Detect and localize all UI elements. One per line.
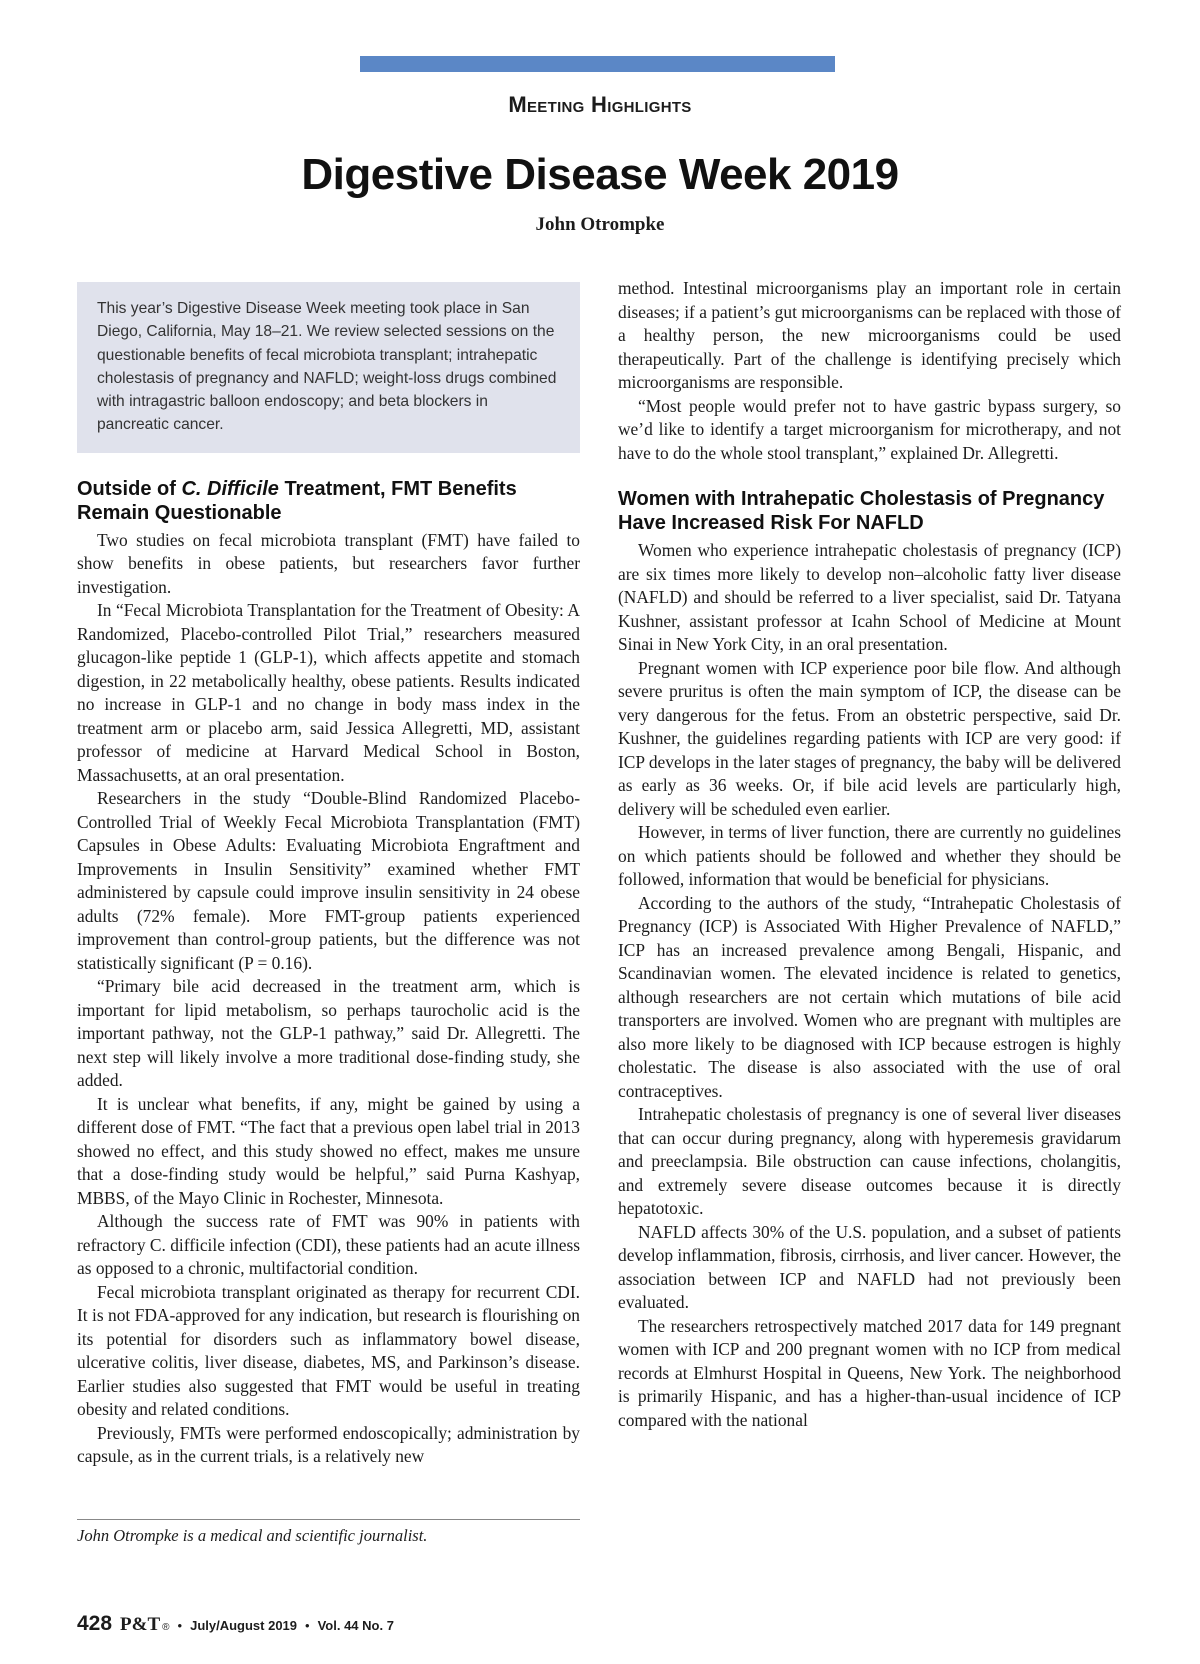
page-footer (77, 1612, 394, 1636)
section-label: Meeting Highlights (508, 92, 692, 117)
paragraph: Intrahepatic cholestasis of pregnancy is one of several liver diseases that can occur during pregnancy, along with hyperemesis gravidarum and preeclampsia. Bile obstruction can cause infections, cholangitis, and extremely severe disease outcomes because it is directly hepatotoxic. (618, 1104, 1121, 1218)
paragraph: Although the success rate of FMT was 90% in patients with refractory C. difficile infection (CDI), these patients had an acute illness as opposed to a chronic, multifactorial condition. (77, 1211, 580, 1279)
paragraph: Fecal microbiota transplant originated as therapy for recurrent CDI. It is not FDA-approved for any indication, but research is flourishing on its potential for disorders such as inflammatory bowel disease, ulcerative colitis, liver disease, diabetes, MS, and Parkinson’s disease. Earlier studies also suggested that FMT would be useful in treating obesity and related conditions. (77, 1281, 580, 1420)
paragraph: It is unclear what benefits, if any, might be gained by using a different dose of FMT. “The fact that a previous open label trial in 2013 showed no effect, and this study showed no effect, makes me unsure that a dose-finding study would be helpful,” said Purna Kashyap, MBBS, of the Mayo Clinic in Rochester, Minnesota. (77, 1093, 580, 1208)
paragraph: The researchers retrospectively matched 2017 data for 149 pregnant women with ICP and 200 pregnant women with no ICP from medical records at Elmhurst Hospital in Queens, New York. The neighborhood is primarily Hispanic, and has a higher-than-usual incidence of ICP compared with the national (618, 1315, 1121, 1430)
right-column (618, 277, 1121, 1432)
abstract-box: This year’s Digestive Disease Week meeting took place in San Diego, California, May 18–21. We review selected sessions on the questionable benefits of fecal microbiota transplant; intrahepatic cholestasis of pregnancy and NAFLD; weight-loss drugs combined with intragastric balloon endoscopy; and beta blockers in pancreatic cancer. (77, 282, 580, 453)
paragraph: Researchers in the study “Double-Blind Randomized Placebo-Controlled Trial of Weekly Fecal Microbiota Transplantation (FMT) Capsules in Obese Adults: Evaluating Microbiota Engraftment and Improvements in Insulin Sensitivity” examined whether FMT administered by capsule could improve insulin sensitivity in 24 obese adults (72% female). More FMT-group patients experienced improvement than control-group patients, but the difference was not statistically significant (P = 0.16). (77, 788, 580, 973)
left-column (77, 282, 580, 1469)
issue-date: July/August 2019 (190, 1618, 298, 1633)
author-footnote: John Otrompke is a medical and scientific journalist. (77, 1526, 428, 1545)
registered-mark: ® (162, 1622, 170, 1633)
paragraph: NAFLD affects 30% of the U.S. population, and a subset of patients develop inflammation, fibrosis, cirrhosis, and liver cancer. However, the association between ICP and NAFLD had not previously been evaluated. (618, 1221, 1121, 1312)
section-heading-icp: Women with Intrahepatic Cholestasis of Pregnancy Have Increased Risk For NAFLD (618, 488, 1105, 534)
volume-number: Vol. 44 No. 7 (317, 1618, 394, 1633)
section-heading-fmt: Outside of C. Difficile Treatment, FMT Benefits Remain Questionable (77, 477, 517, 524)
paragraph: In “Fecal Microbiota Transplantation for the Treatment of Obesity: A Randomized, Placebo-controlled Pilot Trial,” researchers measured glucagon-like peptide 1 (GLP-1), which affects appetite and stomach digestion, in 22 metabolically healthy, obese patients. Results indicated no increase in GLP-1 and no change in body mass index in the treatment arm or placebo arm, said Jessica Allegretti, MD, assistant professor of medicine at Harvard Medical School in Boston, Massachusetts, at an oral presentation. (77, 600, 580, 785)
paragraph: Previously, FMTs were performed endoscopically; administration by capsule, as in the current trials, is a relatively new (77, 1422, 580, 1467)
footer-separator: • (177, 1618, 183, 1633)
paragraph: “Most people would prefer not to have gastric bypass surgery, so we’d like to identify a target microorganism for microtherapy, and not have to do the whole stool transplant,” explained Dr. Allegretti. (618, 395, 1121, 463)
paragraph: Women who experience intrahepatic cholestasis of pregnancy (ICP) are six times more likely to develop non–alcoholic fatty liver disease (NAFLD) and should be referred to a liver specialist, said Dr. Tatyana Kushner, assistant professor at Icahn School of Medicine at Mount Sinai in New York City, in an oral presentation. (618, 540, 1121, 654)
journal-name: P&T (120, 1614, 161, 1635)
paragraph: method. Intestinal microorganisms play an important role in certain diseases; if a patient’s gut microorganisms can be replaced with those of a healthy person, the new microorganisms could be used therapeutically. Part of the challenge is identifying precisely which microorganisms are responsible. (618, 278, 1121, 392)
footer-separator: • (305, 1618, 310, 1633)
paragraph: “Primary bile acid decreased in the treatment arm, which is important for lipid metabolism, so perhaps taurocholic acid is the important pathway, not the GLP-1 pathway,” said Dr. Allegretti. The next step will likely involve a more traditional dose-finding study, she added. (77, 976, 580, 1091)
paragraph: According to the authors of the study, “Intrahepatic Cholestasis of Pregnancy (ICP) is Associated With Higher Prevalence of NAFLD,” ICP has an increased prevalence among Bengali, Hispanic, and Scandinavian women. The elevated incidence is related to genetics, although researchers are not certain which mutations of bile acid transporters are involved. Women who are pregnant with multiples are also more likely to be diagnosed with ICP because estrogen is highly cholestatic. The disease is also associated with the use of oral contraceptives. (618, 892, 1121, 1101)
footnote-divider (77, 1519, 580, 1520)
article-author: John Otrompke (535, 214, 665, 235)
article-title: Digestive Disease Week 2019 (301, 150, 899, 199)
page-number: 428 (77, 1612, 113, 1635)
top-accent-bar (360, 56, 835, 72)
paragraph: Two studies on fecal microbiota transplant (FMT) have failed to show benefits in obese patients, but researchers favor further investigation. (77, 529, 580, 597)
paragraph: Pregnant women with ICP experience poor bile flow. And although severe pruritus is often the main symptom of ICP, the disease can be very dangerous for the fetus. From an obstetric perspective, said Dr. Kushner, the guidelines regarding patients with ICP are very good: if ICP develops in the later stages of pregnancy, the baby will be delivered as early as 36 weeks. Or, if bile acid levels are particularly high, delivery will be scheduled even earlier. (618, 657, 1121, 819)
paragraph: However, in terms of liver function, there are currently no guidelines on which patients should be followed and whether they should be followed, information that would be beneficial for physicians. (618, 822, 1121, 889)
